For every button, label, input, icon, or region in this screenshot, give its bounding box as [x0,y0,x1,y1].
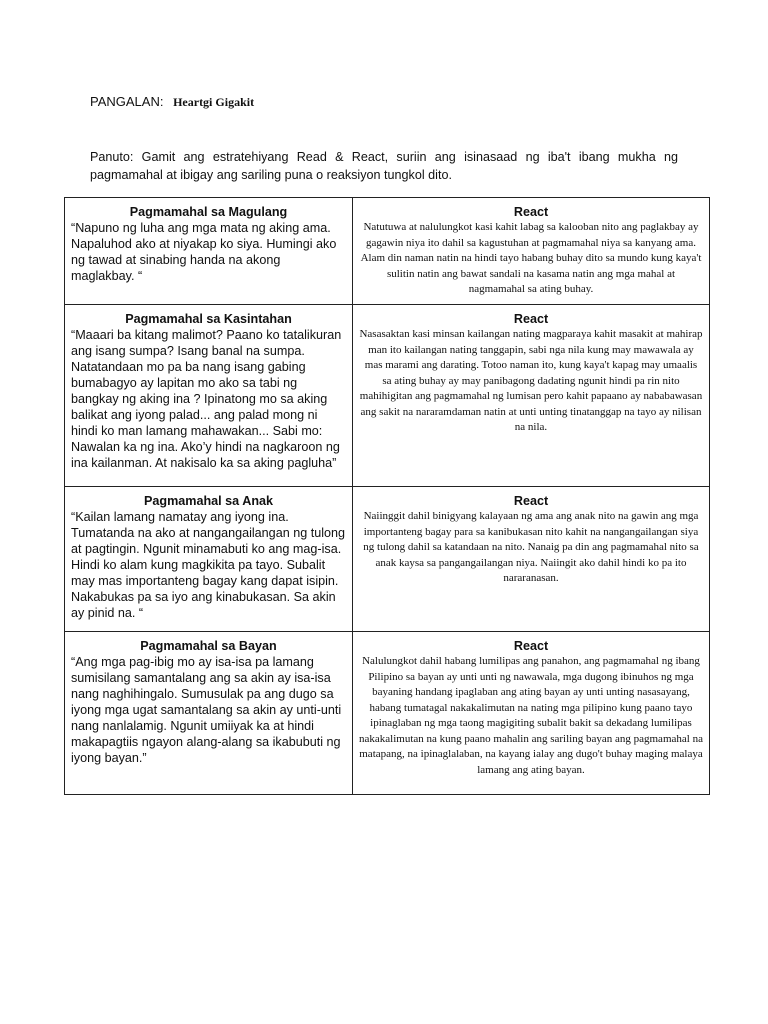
read-title: Pagmamahal sa Bayan [140,639,277,653]
read-cell [65,632,353,795]
read-quote: “Napuno ng luha ang mga mata ng aking ama. Napaluhod ako at niyakap ko siya. Humingi ako ng tawad at sinabing handa na akong maglakbay. “ [71,221,337,283]
react-text: Natutuwa at nalulungkot kasi kahit labag sa kalooban nito ang paglakbay ay gagawin niya ito dahil sa kagustuhan at pagmamahal niya sa kanyang ama. Alam din naman natin na hindi tayo habang buhay dito sa mundo kung kaya't sulitin natin ang bawat sandali na kasama natin ang mga mahal at nagmamahal sa ating buhay. [360,221,702,295]
react-cell [353,305,710,487]
read-title: Pagmamahal sa Anak [143,494,274,508]
read-quote: “Kailan lamang namatay ang iyong ina. Tumatanda na ako at nangangailangan ng tulong at pagtingin. Ngunit minamabuti ko ang mag-isa. Hindi ko alam kung magkikita pa tayo. Subalit may mas importanteng bagay kang dapat isipin. Nakabukas pa sa iyo ang kinabukasan. Sa akin ay pinid na. “ [71,510,346,620]
name-line [90,94,254,110]
react-text: Naiinggit dahil binigyang kalayaan ng ama ang anak nito na gawin ang mga importanteng bagay para sa kanibukasan nito kahit na nangangailangan siya ng tulong dahil sa katandaan na nito. Nanaig pa din ang pagmamahal nito sa anak kaysa sa pangangailangan niya. Naiingit ako dahil hindi ko pa ito nararanasan. [363,510,699,584]
react-cell [353,198,710,305]
table-row [65,487,710,632]
react-title: React [513,312,549,326]
read-cell [65,198,353,305]
react-cell [353,632,710,795]
react-title: React [513,494,549,508]
react-text: Nalulungkot dahil habang lumilipas ang panahon, ang pagmamahal ng ibang Pilipino sa bayan ay unti unti ng nawawala, mga dugong ibinuhos ng mga bayaning handang ipaglaban ang ating bayan ay unti unting nasasayang, habang tumatagal nakakalimutan na nating mga pilipino kung paano tayo ipinaglaban ng mga taong magigiting subalit bakit sa dekadang lumilipas nakakalimutan na kung paano mahalin ang sariling bayan ang pagmamahal na matapang, na ipinaglalaban, na kayang ialay ang dugo't buhay maging malaya lamang ang ating bayan. [359,655,703,776]
read-cell [65,305,353,487]
table-row [65,305,710,487]
table-row [65,198,710,305]
read-quote: “Maaari ba kitang malimot? Paano ko tatalikuran ang isang sumpa? Isang banal na sumpa. Natatandaan mo pa ba nang isang gabing bumabagyo ay lapitan mo ako sa tabi ng bangkay ng aking ina ? Ipinatong mo sa aking balikat ang iyong palad... ang palad mong ni hindi ko man lamang mahawakan... Sabi mo: Nawalan ka ng ina. Ako’y hindi na nagkaroon ng ina kailanman. At nakisalo ka sa aking pagluha” [71,328,342,470]
react-cell [353,487,710,632]
react-text: Nasasaktan kasi minsan kailangan nating magparaya kahit masakit at mahirap man ito kailangan nating tanggapin, sabi nga nila kung may mawawala ay mas marami ang darating. Totoo naman ito, kung kaya't kapag may umaalis sa ating buhay ay may panibagong dadating ngunit hindi pa rin nito mahihigitan ang pagmamahal ng lumisan pero kahit papaano ay nababawasan ang sakit na nararamdaman natin at unti unting tinatanggap na tayo ay nilisan na nila. [359,328,703,433]
name-value: Heartgi Gigakit [173,95,255,109]
read-react-table [64,197,710,795]
read-title: Pagmamahal sa Kasintahan [125,312,292,326]
react-title: React [513,639,549,653]
read-cell [65,487,353,632]
read-quote: “Ang mga pag-ibig mo ay isa-isa pa lamang sumisilang samantalang ang sa akin ay isa-isa nang naghihingalo. Sumusulak pa ang dugo sa iyong mga ugat samantalang sa akin ay unti-unti nang nanlalamig. Ngunit umiiyak ka at hindi makapagtiis ngayon alang-alang sa ikabubuti ng iyong bayan.” [71,655,342,765]
react-title: React [513,205,549,219]
table-row [65,632,710,795]
name-label: PANGALAN: [90,94,164,109]
read-title: Pagmamahal sa Magulang [129,205,288,219]
instructions: Panuto: Gamit ang estratehiyang Read & React, suriin ang isinasaad ng iba't ibang mukha ng pagmamahal at ibigay ang sariling puna o reaksiyon tungkol dito. [90,150,678,182]
